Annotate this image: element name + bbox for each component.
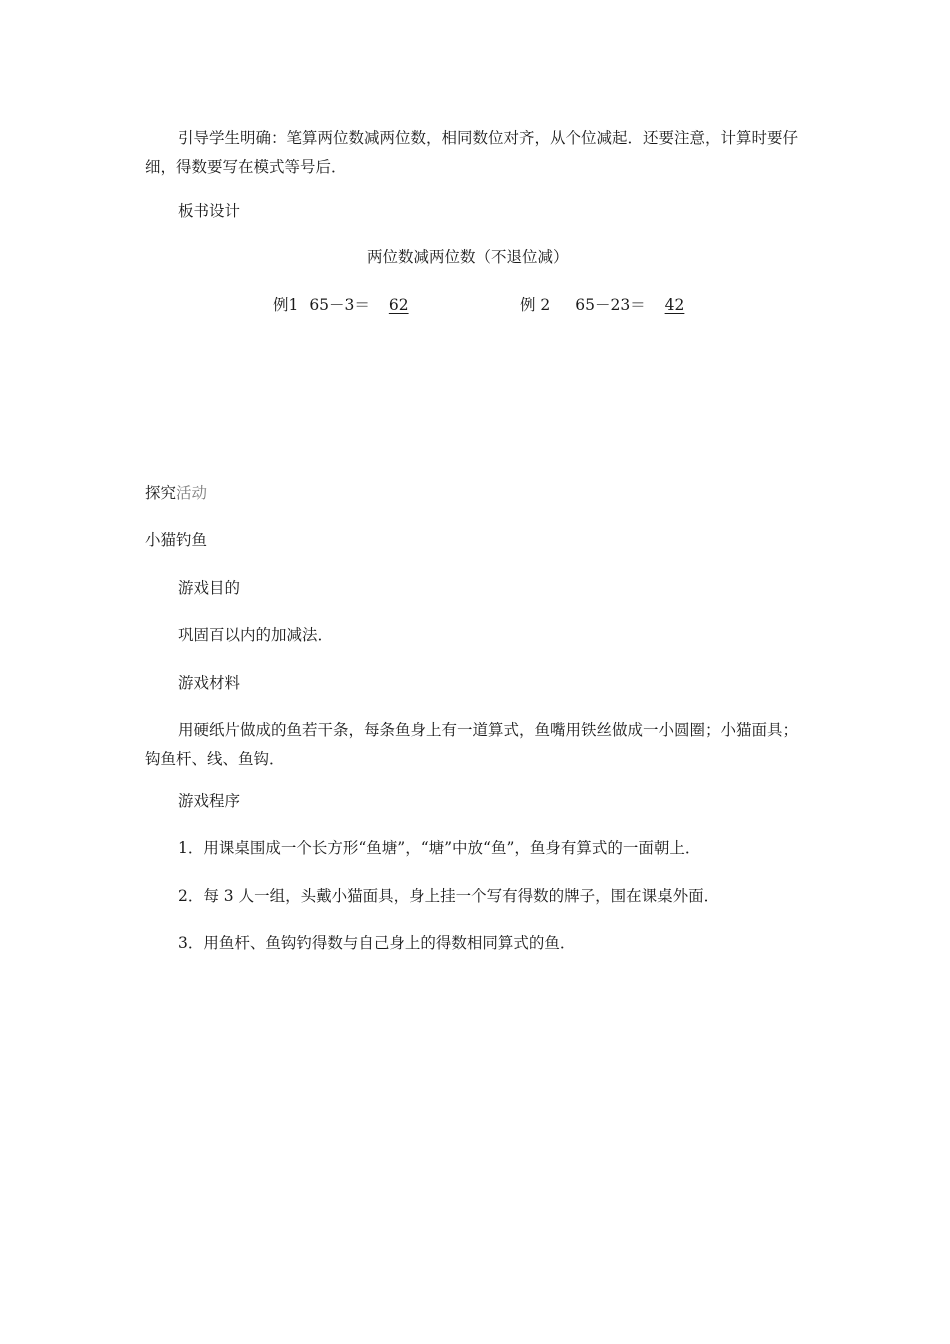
step-1: 1．用课桌围成一个长方形“鱼塘”，“塘”中放“鱼”，鱼身有算式的一面朝上． [178, 839, 701, 857]
example-2-expression: 65－23＝ [575, 296, 646, 314]
procedure-heading: 游戏程序 [178, 792, 241, 810]
example-2-answer: 42 [664, 296, 685, 314]
example-2 [520, 295, 684, 315]
goal-heading: 游戏目的 [178, 579, 241, 597]
intro-paragraph: 引导学生明确：笔算两位数减两位数，相同数位对齐，从个位减起．还要注意，计算时要仔细，得数要写在模式等号后． [145, 129, 799, 176]
step-3: 3．用鱼杆、鱼钩钓得数与自己身上的得数相同算式的鱼． [178, 934, 576, 952]
section-heading-part2: 活动 [176, 484, 208, 502]
section-heading [145, 483, 207, 503]
example-1 [273, 295, 409, 315]
board-title: 两位数减两位数（不退位减） [367, 248, 569, 266]
example-1-answer: 62 [388, 296, 409, 314]
section-heading-part1: 探究 [145, 484, 177, 502]
game-title: 小猫钓鱼 [145, 531, 208, 549]
example-1-expression: 65－3＝ [309, 296, 370, 314]
step-2: 2．每 3 人一组，头戴小猫面具，身上挂一个写有得数的牌子，围在课桌外面． [178, 887, 720, 905]
board-design-label: 板书设计 [178, 202, 241, 220]
example-2-label: 例 2 [520, 296, 551, 314]
example-1-label: 例1 [273, 296, 299, 314]
materials-heading: 游戏材料 [178, 674, 241, 692]
materials-text: 用硬纸片做成的鱼若干条，每条鱼身上有一道算式，鱼嘴用铁丝做成一小圆圈；小猫面具；钩鱼杆、线、鱼钩． [145, 721, 799, 768]
goal-text: 巩固百以内的加减法． [178, 626, 334, 644]
